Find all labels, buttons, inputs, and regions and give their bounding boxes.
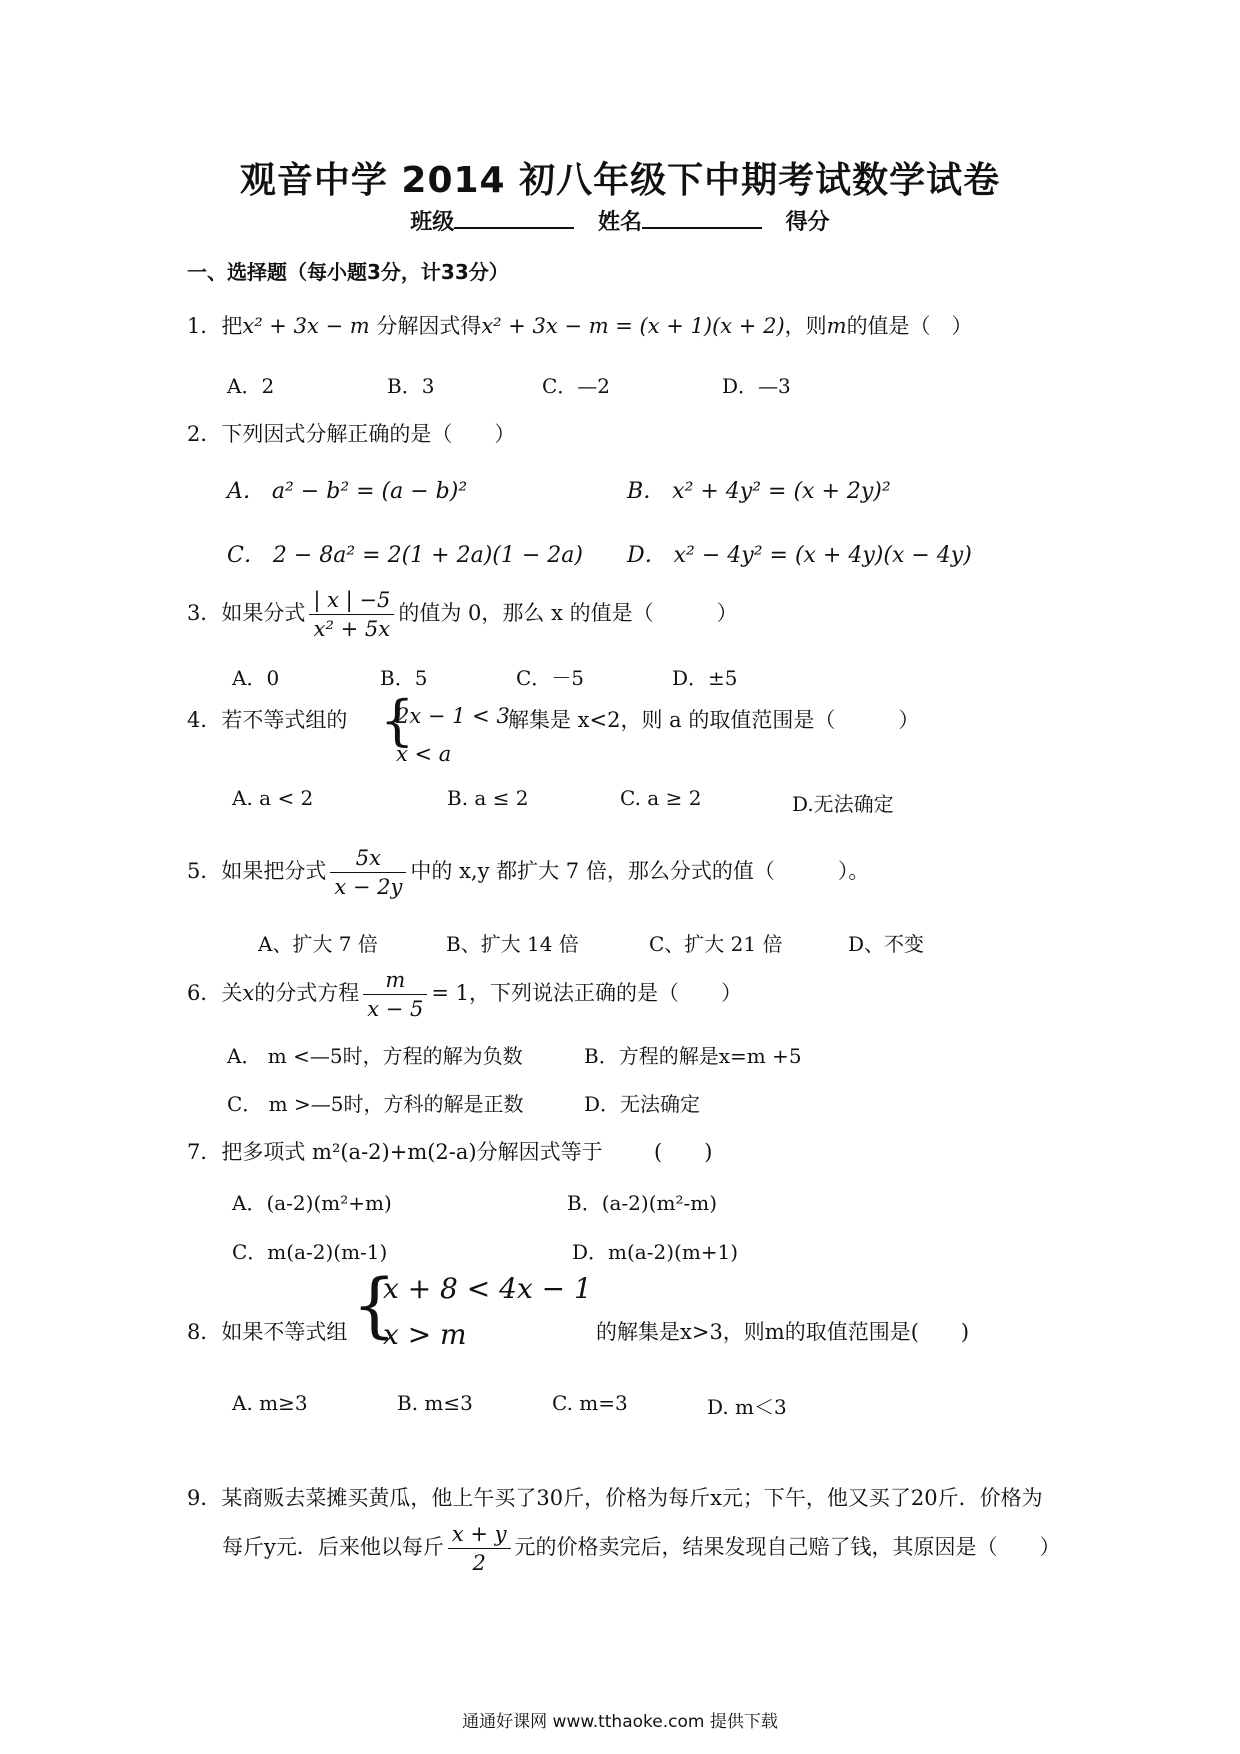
q3-fraction xyxy=(309,588,394,641)
q1-prefix: 1．把 xyxy=(187,314,243,338)
q4-option-c: C. a ≥ 2 xyxy=(620,786,702,810)
q8-line1: x + 8 < 4x − 1 xyxy=(383,1272,592,1305)
q5-option-c: C、扩大 21 倍 xyxy=(649,932,783,956)
q9-denominator: 2 xyxy=(472,1551,486,1575)
class-blank xyxy=(454,207,574,229)
q3-prefix: 3．如果分式 xyxy=(187,601,306,625)
q3-option-d: D．±5 xyxy=(672,666,738,690)
q5-fraction xyxy=(330,846,406,899)
question-1 xyxy=(187,310,973,340)
q6-suffix: ，下列说法正确的是（ ） xyxy=(469,981,743,1005)
q4-suffix: 解集是 x<2，则 a 的取值范围是（ ） xyxy=(508,708,920,732)
q7-option-d: D．m(a-2)(m+1) xyxy=(572,1240,739,1264)
q2-option-a: A． a² − b² = (a − b)² xyxy=(227,479,468,504)
q3-suffix: 的值为 0，那么 x 的值是（ ） xyxy=(398,601,738,625)
q8-line2: x > m xyxy=(383,1318,467,1351)
q2-option-c: C． 2 − 8a² = 2(1 + 2a)(1 − 2a) xyxy=(227,543,583,568)
q9-numerator: x + y xyxy=(448,1522,511,1549)
q9-suffix2: 元的价格卖完后，结果发现自己赔了钱，其原因是（ ） xyxy=(514,1535,1061,1559)
q8-option-d: D. m＜3 xyxy=(707,1395,787,1419)
q3-numerator: | x | −5 xyxy=(309,588,394,615)
q5-option-d: D、不变 xyxy=(848,932,925,956)
q6-numerator: m xyxy=(363,968,427,995)
q5-prefix: 5．如果把分式 xyxy=(187,859,327,883)
q3-option-c: C．－5 xyxy=(516,666,585,690)
q9-fraction xyxy=(448,1522,511,1575)
q7-paren: ( ) xyxy=(654,1140,713,1164)
q7-option-b: B．(a-2)(m²-m) xyxy=(567,1191,718,1215)
q8-option-b: B. m≤3 xyxy=(397,1391,473,1415)
q4-line2: x < a xyxy=(396,742,452,766)
q1-end: 的值是（ ） xyxy=(846,314,973,338)
q9-line1: 9．某商贩去菜摊买黄瓜，他上午买了30斤，价格为每斤x元；下午，他又买了20斤．价格为 xyxy=(187,1486,1043,1510)
q7-option-c: C．m(a-2)(m-1) xyxy=(232,1240,388,1264)
q4-option-b: B. a ≤ 2 xyxy=(447,786,529,810)
footer-source: 通通好课网 www.tthaoke.com 提供下载 xyxy=(462,1712,778,1732)
q1-expr2: x² + 3x − m = (x + 1)(x + 2) xyxy=(481,314,785,338)
q1-option-c: C．—2 xyxy=(542,374,611,398)
q5-suffix: 中的 x,y 都扩大 7 倍，那么分式的值（ ）。 xyxy=(410,859,870,883)
q6-option-b: B．方程的解是x=m +5 xyxy=(584,1044,802,1068)
q6-denominator: x − 5 xyxy=(367,997,424,1021)
exam-title: 观音中学 2014 初八年级下中期考试数学试卷 xyxy=(239,160,1001,201)
q6-equals: = 1 xyxy=(431,981,470,1005)
score-label: 得分 xyxy=(785,210,830,235)
q8-prefix: 8．如果不等式组 xyxy=(187,1320,348,1344)
q4-prefix: 4．若不等式组的 xyxy=(187,708,348,732)
q1-suffix: ，则 xyxy=(784,314,827,338)
question-2: 2．下列因式分解正确的是（ ） xyxy=(187,422,516,446)
section-heading: 一、选择题（每小题3分，计33分） xyxy=(187,260,509,284)
class-label: 班级 xyxy=(410,210,455,235)
q9-prefix2: 每斤y元．后来他以每斤 xyxy=(222,1535,444,1559)
q8-brace: { xyxy=(352,1264,397,1346)
q4-option-d: D.无法确定 xyxy=(792,792,894,816)
q6-var: x xyxy=(242,981,255,1005)
q6-prefix: 6．关 xyxy=(187,981,243,1005)
q6-option-c: C． m >—5时，方科的解是正数 xyxy=(227,1092,524,1116)
q9-line2 xyxy=(222,1522,1061,1575)
question-3 xyxy=(187,588,738,641)
name-blank xyxy=(642,207,762,229)
q8-option-a: A. m≥3 xyxy=(232,1391,308,1415)
q3-denominator: x² + 5x xyxy=(313,617,391,641)
q4-line1: 2x − 1 < 3 xyxy=(396,704,510,728)
question-7: 7．把多项式 m²(a-2)+m(2-a)分解因式等于 xyxy=(187,1140,603,1164)
q1-mid: 分解因式得 xyxy=(376,314,482,338)
q3-option-b: B．5 xyxy=(380,666,428,690)
q1-option-b: B．3 xyxy=(387,374,435,398)
q5-option-b: B、扩大 14 倍 xyxy=(446,932,579,956)
q8-option-c: C. m=3 xyxy=(552,1391,628,1415)
q5-numerator: 5x xyxy=(330,846,406,873)
q6-mid: 的分式方程 xyxy=(254,981,360,1005)
q4-option-a: A. a < 2 xyxy=(232,786,314,810)
student-info-line xyxy=(0,205,1240,236)
q6-option-d: D．无法确定 xyxy=(584,1092,701,1116)
q5-option-a: A、扩大 7 倍 xyxy=(258,932,378,956)
q8-suffix: 的解集是x>3，则m的取值范围是( ) xyxy=(596,1320,970,1344)
q2-option-b: B． x² + 4y² = (x + 2y)² xyxy=(627,479,891,504)
question-6 xyxy=(187,968,742,1021)
q6-fraction xyxy=(363,968,427,1021)
q2-option-d: D． x² − 4y² = (x + 4y)(x − 4y) xyxy=(627,543,972,568)
q1-expr1: x² + 3x − m xyxy=(242,314,370,338)
name-label: 姓名 xyxy=(597,210,642,235)
q1-option-d: D．—3 xyxy=(722,374,791,398)
q3-option-a: A．0 xyxy=(232,666,280,690)
q1-option-a: A．2 xyxy=(227,374,275,398)
q6-option-a: A． m <—5时，方程的解为负数 xyxy=(227,1044,523,1068)
q1-var: m xyxy=(826,314,847,338)
q5-denominator: x − 2y xyxy=(334,875,403,899)
question-5 xyxy=(187,846,869,899)
q7-option-a: A．(a-2)(m²+m) xyxy=(232,1191,392,1215)
q4-brace: { xyxy=(380,689,415,752)
